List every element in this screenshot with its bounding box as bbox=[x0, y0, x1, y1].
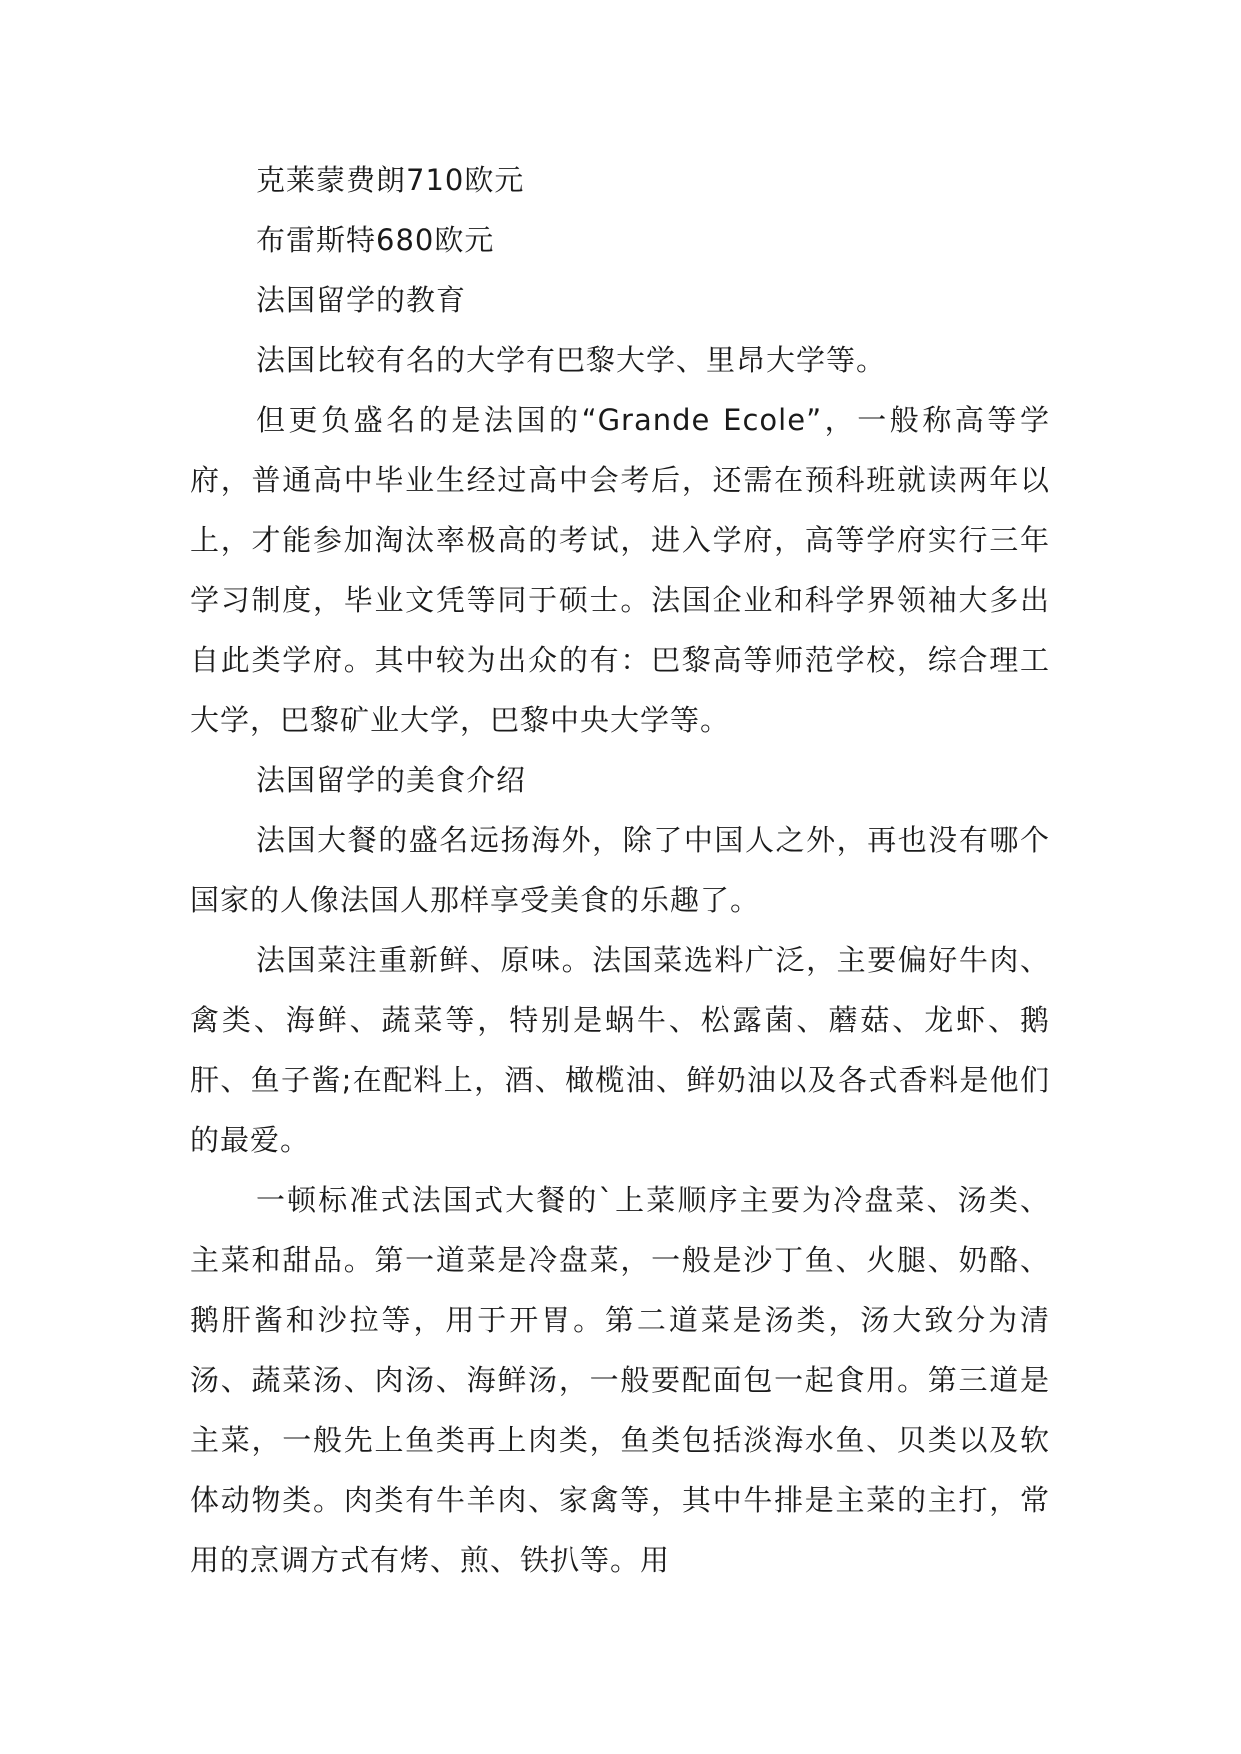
paragraph-french-cuisine-fame: 法国大餐的盛名远扬海外，除了中国人之外，再也没有哪个国家的人像法国人那样享受美食的乐趣了。 bbox=[190, 823, 1050, 917]
paragraph-course-order: 一顿标准式法国式大餐的`上菜顺序主要为冷盘菜、汤类、主菜和甜品。第一道菜是冷盘菜，一般是沙丁鱼、火腿、奶酪、鹅肝酱和沙拉等，用于开胃。第二道菜是汤类，汤大致分为清汤、蔬菜汤、肉汤、海鲜汤，一般要配面包一起食用。第三道是主菜，一般先上鱼类再上肉类，鱼类包括淡海水鱼、贝类以及软体动物类。肉类有牛羊肉、家禽等，其中牛排是主菜的主打，常用的烹调方式有烤、煎、铁扒等。用 bbox=[190, 1183, 1050, 1577]
document-body bbox=[190, 150, 1050, 1590]
paragraph-price-brest: 布雷斯特680欧元 bbox=[256, 223, 495, 257]
paragraph-universities: 法国比较有名的大学有巴黎大学、里昂大学等。 bbox=[256, 343, 887, 377]
paragraph-grande-ecole: 但更负盛名的是法国的“Grande Ecole”，一般称高等学府，普通高中毕业生经过高中会考后，还需在预科班就读两年以上，才能参加淘汰率极高的考试，进入学府，高等学府实行三年学习制度，毕业文凭等同于硕士。法国企业和科学界领袖大多出自此类学府。其中较为出众的有：巴黎高等师范学校，综合理工大学，巴黎矿业大学，巴黎中央大学等。 bbox=[190, 403, 1050, 737]
paragraph-price-clermont: 克莱蒙费朗710欧元 bbox=[256, 163, 525, 197]
paragraph-ingredients: 法国菜注重新鲜、原味。法国菜选料广泛，主要偏好牛肉、禽类、海鲜、蔬菜等，特别是蜗牛、松露菌、蘑菇、龙虾、鹅肝、鱼子酱;在配料上，酒、橄榄油、鲜奶油以及各式香料是他们的最爱。 bbox=[190, 943, 1050, 1157]
section-heading-food: 法国留学的美食介绍 bbox=[256, 763, 527, 797]
section-heading-education: 法国留学的教育 bbox=[256, 283, 467, 317]
